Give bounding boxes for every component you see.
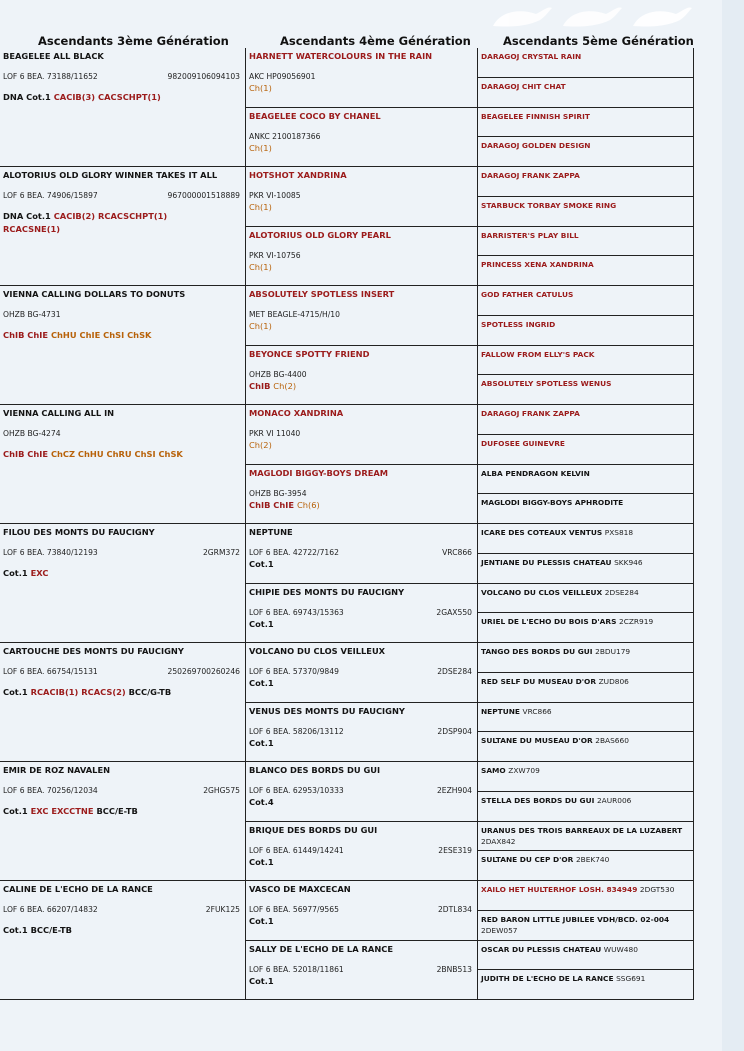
registration-number: LOF 6 BEA. 70256/12034 (3, 786, 98, 795)
gen5-cell (478, 465, 694, 495)
title-text: Cot.1 (3, 687, 31, 697)
title-text: ChIB (249, 380, 274, 391)
registration-number: LOF 6 BEA. 56977/9565 (249, 905, 339, 914)
dog-name-text: SPOTLESS INGRID (481, 319, 556, 329)
title-text: BCC/G-TB (128, 687, 172, 697)
dog-name: MAGLODI BIGGY-BOYS DREAM (249, 467, 389, 478)
title-text: Ch(1) (249, 83, 272, 93)
gen5-cell (478, 197, 694, 227)
gen4-header: Ascendants 4ème Génération (280, 34, 471, 48)
gen5-cell (478, 881, 694, 911)
dog-name-text: DUFOSEE GUINEVRE (481, 438, 565, 448)
title-text: DNA Cot.1 (3, 211, 54, 221)
title-text: ChHU ChIE ChSI ChSK (50, 330, 152, 340)
identification-code: VRC866 (522, 706, 552, 716)
gen5-cell (478, 78, 694, 108)
gen5-cell (478, 286, 694, 316)
dog-name-text: NEPTUNE (481, 706, 520, 716)
registration-number: LOF 6 BEA. 73840/12193 (3, 548, 98, 557)
dog-name (481, 765, 540, 776)
gen5-cell (478, 524, 694, 554)
title-text: Ch(1) (249, 261, 272, 272)
identification-number: 2EZH904 (436, 786, 472, 795)
dog-name (481, 349, 594, 360)
titles-line (3, 91, 161, 104)
titles-line (249, 975, 274, 988)
gen5-cell (478, 703, 694, 733)
gen5-cell (478, 346, 694, 376)
gen5-cell (478, 970, 694, 1000)
dog-name-text: FALLOW FROM ELLY'S PACK (481, 349, 595, 359)
registration-number: OHZB BG-4274 (3, 429, 61, 438)
identification-code: SSG691 (616, 974, 646, 984)
page-edge (722, 0, 744, 1051)
titles-line (249, 320, 272, 333)
registration-number: OHZB BG-3954 (249, 488, 307, 498)
dog-name-text: BEAGELEE FINNISH SPIRIT (481, 111, 590, 121)
dog-name-text: SULTANE DU CEP D'OR (481, 855, 574, 865)
titles-line (249, 142, 272, 155)
identification-code: 2AUR006 (596, 795, 632, 805)
title-text: Cot.1 (3, 806, 31, 816)
dog-name (481, 81, 566, 92)
titles-line (3, 686, 171, 699)
dog-name (481, 884, 674, 895)
dog-name (481, 706, 552, 717)
dog-name: VENUS DES MONTS DU FAUCIGNY (249, 705, 405, 716)
title-text: EXC (30, 568, 49, 578)
titles-line (3, 448, 183, 461)
identification-number: 2GHG575 (203, 786, 240, 795)
registration-number: AKC HP09056901 (249, 72, 316, 81)
identification-code: 2BDU179 (595, 647, 631, 656)
registration-number: OHZB BG-4400 (249, 369, 307, 379)
gen4-cell (246, 346, 478, 406)
gen5-cell (478, 911, 694, 941)
titles-line (3, 223, 60, 236)
dog-name-text: DARAGOJ FRANK ZAPPA (481, 171, 580, 180)
identification-code: WUW480 (603, 944, 638, 954)
dog-name (481, 170, 580, 181)
registration-number: LOF 6 BEA. 61449/14241 (249, 845, 344, 855)
identification-code: 2DEW057 (481, 925, 518, 935)
identification-code: 2BAS660 (595, 736, 629, 746)
dog-name: ALOTORIUS OLD GLORY WINNER TAKES IT ALL (3, 170, 218, 180)
gen5-cell (478, 732, 694, 762)
title-text: Ch(2) (273, 380, 297, 391)
dog-name-text: ALBA PENDRAGON KELVIN (481, 468, 590, 478)
registration-number: MET BEAGLE-4715/H/10 (249, 310, 340, 319)
identification-number: 982009106094103 (167, 72, 240, 81)
gen3-cell (0, 405, 246, 524)
dog-name-text: DARAGOJ CHIT CHAT (481, 81, 566, 91)
gen3-header: Ascendants 3ème Génération (38, 34, 229, 48)
registration-number: LOF 6 BEA. 42722/7162 (249, 548, 339, 557)
title-text: Ch(1) (249, 202, 272, 212)
registration-number: OHZB BG-4731 (3, 310, 61, 319)
identification-number: 2DTL834 (437, 905, 472, 914)
title-text: ChIB ChIE (3, 330, 51, 340)
title-text: Cot.1 BCC/E-TB (3, 925, 72, 935)
dog-name: CHIPIE DES MONTS DU FAUCIGNY (249, 586, 405, 597)
gen5-cell (478, 227, 694, 257)
identification-number: VRC866 (442, 548, 472, 557)
dog-name-text: JENTIANE DU PLESSIS CHATEAU (481, 557, 612, 567)
dog-name-text: XAILO HET HULTERHOF LOSH. 834949 (481, 885, 638, 894)
title-text: Ch(6) (296, 499, 320, 510)
dog-name: CALINE DE L'ECHO DE LA RANCE (3, 884, 153, 894)
dog-name-text: DARAGOJ FRANK ZAPPA (481, 409, 580, 418)
title-text: CACIB(2) RCACSCHPT(1) (53, 211, 168, 221)
dog-name-text: MAGLODI BIGGY-BOYS APHRODITE (481, 498, 624, 508)
identification-number: 2DSE284 (437, 667, 472, 676)
gen3-cell (0, 48, 246, 167)
dog-name: HARNETT WATERCOLOURS IN THE RAIN (249, 51, 433, 61)
dog-name-text: RED BARON LITTLE JUBILEE VDH/BCD. 02-004 (481, 914, 670, 924)
dog-name (481, 140, 590, 151)
dog-name-text: STARBUCK TORBAY SMOKE RING (481, 200, 617, 210)
gen4-cell (246, 881, 478, 941)
identification-number: 2BNB513 (436, 964, 472, 974)
dog-name (481, 944, 638, 955)
identification-code: ZUD806 (598, 676, 629, 686)
identification-code: ZXW709 (508, 766, 540, 775)
gen3-cell (0, 167, 246, 286)
gen5-cell (478, 405, 694, 435)
registration-number: LOF 6 BEA. 69743/15363 (249, 607, 344, 617)
title-text: CACIB(3) CACSCHPT(1) (53, 92, 161, 102)
titles-line (3, 924, 72, 937)
dog-name-text: ICARE DES COTEAUX VENTUS (481, 528, 603, 537)
dog-name: VOLCANO DU CLOS VEILLEUX (249, 646, 386, 656)
titles-line (249, 796, 274, 809)
titles-line (249, 201, 272, 214)
dog-name-text: PRINCESS XENA XANDRINA (481, 260, 594, 270)
dog-name (481, 200, 616, 211)
title-text: Cot.1 (249, 916, 274, 926)
dog-name: HOTSHOT XANDRINA (249, 170, 347, 180)
gen5-cell (478, 375, 694, 405)
gen5-cell (478, 108, 694, 138)
registration-number: LOF 6 BEA. 58206/13112 (249, 726, 344, 736)
dog-name-text: RED SELF DU MUSEAU D'OR (481, 676, 597, 686)
dog-name: VIENNA CALLING DOLLARS TO DONUTS (3, 289, 186, 299)
title-text: Ch(1) (249, 321, 272, 331)
title-text: RCACSNE(1) (3, 224, 61, 234)
gen4-cell (246, 108, 478, 168)
gen5-cell (478, 792, 694, 822)
titles-line (249, 677, 274, 690)
dog-name: BLANCO DES BORDS DU GUI (249, 765, 381, 775)
dog-name (481, 527, 633, 538)
dog-name (481, 616, 653, 627)
title-text: Cot.1 (249, 559, 274, 569)
identification-code: 2CZR919 (619, 617, 654, 627)
dog-name (481, 914, 669, 936)
titles-line (249, 380, 296, 393)
identification-number: 2ESE319 (438, 845, 472, 855)
dog-name: NEPTUNE (249, 527, 293, 537)
dog-name-text: URIEL DE L'ECHO DU BOIS D'ARS (481, 617, 617, 627)
title-text: Cot.1 (249, 737, 274, 748)
gen5-cell (478, 435, 694, 465)
identification-code: 2DAX842 (481, 836, 516, 846)
dog-name-text: URANUS DES TROIS BARREAUX DE LA LUZABERT (481, 825, 683, 835)
title-text: RCACIB(1) RCACS(2) (30, 687, 129, 697)
gen5-cell (478, 316, 694, 346)
title-text: Cot.4 (249, 797, 274, 807)
gen5-cell (478, 494, 694, 524)
title-text: DNA Cot.1 (3, 92, 54, 102)
titles-line (249, 915, 274, 928)
dog-name (481, 497, 623, 508)
dog-name: MONACO XANDRINA (249, 408, 344, 418)
gen4-cell (246, 167, 478, 227)
gen5-cell (478, 584, 694, 614)
gen5-cell (478, 613, 694, 643)
dog-name (481, 408, 580, 419)
identification-number: 2GAX550 (436, 607, 472, 617)
registration-number: LOF 6 BEA. 52018/11861 (249, 964, 344, 974)
identification-code: SKK946 (614, 557, 643, 567)
gen4-cell (246, 465, 478, 525)
gen5-cell (478, 941, 694, 971)
registration-number: LOF 6 BEA. 57370/9849 (249, 667, 339, 676)
dog-name-text: BARRISTER'S PLAY BILL (481, 230, 579, 240)
gen4-cell (246, 941, 478, 1001)
titles-line (249, 261, 272, 274)
gen5-header: Ascendants 5ème Génération (503, 34, 694, 48)
gen4-cell (246, 822, 478, 882)
dog-name-text: OSCAR DU PLESSIS CHATEAU (481, 944, 602, 954)
identification-code: 2BEK740 (575, 855, 610, 865)
dog-name: BEAGELEE COCO BY CHANEL (249, 110, 381, 121)
dog-name: BRIQUE DES BORDS DU GUI (249, 824, 378, 835)
identification-number: 967000001518889 (167, 191, 240, 200)
titles-line (249, 558, 274, 571)
titles-line (3, 805, 138, 818)
dog-name-text: DARAGOJ CRYSTAL RAIN (481, 52, 582, 61)
gen5-cell (478, 554, 694, 584)
dog-name (481, 825, 682, 847)
dog-name (481, 319, 555, 330)
identification-number: 2FUK125 (205, 905, 240, 914)
dog-name: FILOU DES MONTS DU FAUCIGNY (3, 527, 155, 537)
dog-name-text: ABSOLUTELY SPOTLESS WENUS (481, 379, 612, 389)
registration-number: LOF 6 BEA. 73188/11652 (3, 72, 98, 81)
identification-number: 2GRM372 (202, 548, 240, 557)
gen3-cell (0, 643, 246, 762)
dog-name: BEAGELEE ALL BLACK (3, 51, 104, 61)
dog-name-text: TANGO DES BORDS DU GUI (481, 647, 593, 656)
gen5-cell (478, 762, 694, 792)
gen5-cell (478, 851, 694, 881)
dog-name-text: STELLA DES BORDS DU GUI (481, 795, 595, 805)
dog-name (481, 973, 645, 984)
gen4-cell (246, 643, 478, 703)
registration-number: PKR VI 11040 (249, 429, 301, 438)
gen4-cell (246, 524, 478, 584)
dog-name: ABSOLUTELY SPOTLESS INSERT (249, 289, 395, 299)
title-text: Cot.1 (249, 975, 274, 986)
titles-line (249, 737, 274, 750)
dog-name: CARTOUCHE DES MONTS DU FAUCIGNY (3, 646, 184, 656)
gen4-cell (246, 584, 478, 644)
gen5-cell (478, 256, 694, 286)
dog-name (481, 587, 639, 598)
dog-name (481, 854, 609, 865)
dog-name (481, 259, 594, 270)
dog-name (481, 51, 581, 62)
titles-line (3, 210, 167, 223)
title-text: ChIB ChIE (249, 499, 297, 510)
gen4-cell (246, 405, 478, 465)
identification-number: 250269700260246 (167, 667, 240, 676)
dog-name (481, 378, 611, 389)
titles-line (3, 329, 152, 342)
gen3-cell (0, 286, 246, 405)
dog-name-text: DARAGOJ GOLDEN DESIGN (481, 141, 591, 151)
dog-name: EMIR DE ROZ NAVALEN (3, 765, 111, 775)
registration-number: ANKC 2100187366 (249, 131, 321, 141)
title-text: Ch(2) (249, 440, 272, 450)
dog-name (481, 111, 590, 122)
gen5-cell (478, 48, 694, 78)
dog-name (481, 438, 565, 449)
gen5-cell (478, 167, 694, 197)
gen5-cell (478, 643, 694, 673)
dog-name-text: GOD FATHER CATULUS (481, 290, 574, 299)
dog-name: BEYONCE SPOTTY FRIEND (249, 348, 370, 359)
titles-line (249, 439, 272, 452)
dog-name (481, 795, 631, 806)
dog-name: ALOTORIUS OLD GLORY PEARL (249, 229, 391, 240)
dog-name-text: VOLCANO DU CLOS VEILLEUX (481, 587, 603, 597)
registration-number: PKR VI-10756 (249, 250, 301, 260)
title-text: Cot.1 (249, 678, 274, 688)
title-text: Cot.1 (249, 618, 274, 629)
gen4-cell (246, 762, 478, 822)
gen4-cell (246, 286, 478, 346)
titles-line (249, 499, 320, 512)
dog-name (481, 735, 629, 746)
gen4-cell (246, 227, 478, 287)
dog-name-text: SULTANE DU MUSEAU D'OR (481, 736, 593, 746)
dog-name (481, 289, 573, 300)
registration-number: LOF 6 BEA. 66754/15131 (3, 667, 98, 676)
identification-number: 2DSP904 (437, 726, 472, 736)
titles-line (3, 567, 48, 580)
gen5-cell (478, 673, 694, 703)
registration-number: PKR VI-10085 (249, 191, 301, 200)
dog-name (481, 646, 630, 657)
title-text: ChCZ ChHU ChRU ChSI ChSK (50, 449, 183, 459)
dog-name: VASCO DE MAXCECAN (249, 884, 351, 894)
identification-code: 2DGT530 (639, 885, 675, 894)
gen4-cell (246, 48, 478, 108)
registration-number: LOF 6 BEA. 74906/15897 (3, 191, 98, 200)
title-text: Ch(1) (249, 142, 272, 153)
gen3-cell (0, 881, 246, 1000)
registration-number: LOF 6 BEA. 66207/14832 (3, 905, 98, 914)
title-text: Cot.1 (249, 856, 274, 867)
identification-code: PXS818 (604, 528, 634, 537)
dog-name (481, 557, 643, 568)
titles-line (249, 856, 274, 869)
title-text: BCC/E-TB (96, 806, 138, 816)
titles-line (249, 82, 272, 95)
gen5-cell (478, 137, 694, 167)
dog-name-text: SAMO (481, 766, 506, 775)
dog-logo-watermark (488, 2, 698, 36)
registration-number: LOF 6 BEA. 62953/10333 (249, 786, 344, 795)
gen5-cell (478, 822, 694, 852)
dog-name (481, 468, 590, 479)
dog-name (481, 676, 629, 687)
dog-name (481, 230, 579, 241)
dog-name: SALLY DE L'ECHO DE LA RANCE (249, 943, 394, 954)
gen4-cell (246, 703, 478, 763)
title-text: EXC EXCCTNE (30, 806, 97, 816)
titles-line (249, 618, 274, 631)
title-text: Cot.1 (3, 568, 31, 578)
identification-code: 2DSE284 (604, 587, 639, 597)
title-text: ChIB ChIE (3, 449, 51, 459)
dog-name: VIENNA CALLING ALL IN (3, 408, 115, 418)
dog-name-text: JUDITH DE L'ECHO DE LA RANCE (481, 974, 614, 984)
gen3-cell (0, 524, 246, 643)
gen3-cell (0, 762, 246, 881)
